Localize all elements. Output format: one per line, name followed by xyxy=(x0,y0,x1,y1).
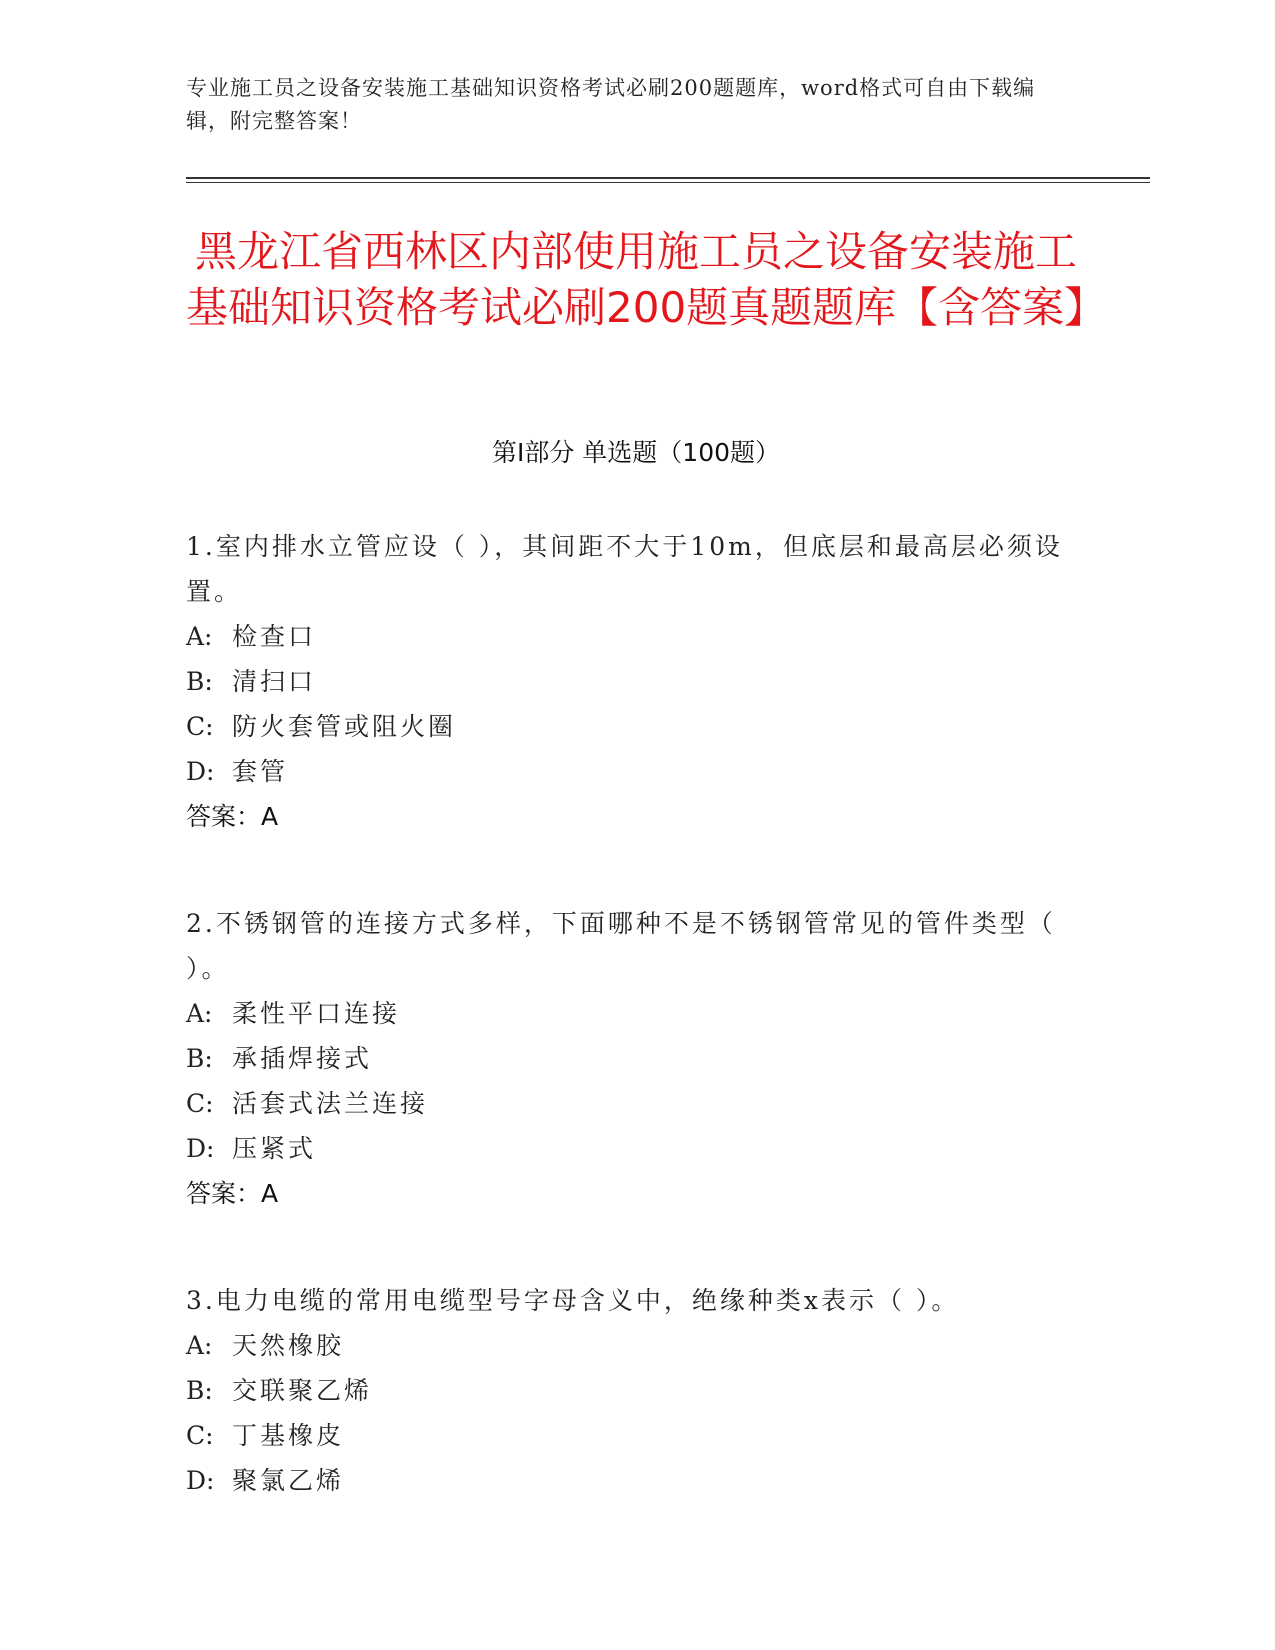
option-text: 丁基橡皮 xyxy=(232,1421,345,1450)
option-text: 检查口 xyxy=(232,622,317,651)
option-b xyxy=(186,1368,1066,1413)
question-1 xyxy=(186,524,1066,839)
option-text: 套管 xyxy=(232,757,289,786)
question-list xyxy=(186,524,1066,1565)
option-letter: D: xyxy=(186,757,215,786)
question-stem: 1.室内排水立管应设（ ），其间距不大于10m，但底层和最高层必须设置。 xyxy=(186,532,1063,606)
option-b xyxy=(186,1036,1066,1081)
answer-line: 答案：A xyxy=(186,802,279,831)
question-3 xyxy=(186,1278,1066,1503)
option-letter: C: xyxy=(186,1089,214,1118)
option-letter: D: xyxy=(186,1466,215,1495)
option-text: 清扫口 xyxy=(232,667,317,696)
option-letter: A: xyxy=(186,999,213,1028)
option-text: 防火套管或阻火圈 xyxy=(232,712,457,741)
section-title: 第Ⅰ部分 单选题（100题） xyxy=(491,438,781,467)
option-letter: D: xyxy=(186,1134,215,1163)
option-d xyxy=(186,1458,1066,1503)
option-letter: A: xyxy=(186,622,213,651)
option-letter: A: xyxy=(186,1331,213,1360)
option-c xyxy=(186,1081,1066,1126)
option-d xyxy=(186,749,1066,794)
header-divider-thin xyxy=(186,182,1150,183)
header-note: 专业施工员之设备安装施工基础知识资格考试必刷200题题库，word格式可自由下载编辑，附完整答案！ xyxy=(186,76,1036,133)
option-c xyxy=(186,704,1066,749)
option-letter: B: xyxy=(186,1376,213,1405)
question-stem: 2.不锈钢管的连接方式多样，下面哪种不是不锈钢管常见的管件类型（ ）。 xyxy=(186,909,1056,983)
option-text: 交联聚乙烯 xyxy=(232,1376,373,1405)
option-d xyxy=(186,1126,1066,1171)
answer-line: 答案：A xyxy=(186,1179,279,1208)
option-letter: B: xyxy=(186,667,213,696)
option-a xyxy=(186,1323,1066,1368)
question-2 xyxy=(186,901,1066,1216)
option-text: 柔性平口连接 xyxy=(232,999,401,1028)
header-divider-thick xyxy=(186,177,1150,179)
option-letter: B: xyxy=(186,1044,213,1073)
option-a xyxy=(186,614,1066,659)
option-text: 活套式法兰连接 xyxy=(232,1089,429,1118)
option-letter: C: xyxy=(186,1421,214,1450)
document-title: 黑龙江省西林区内部使用施工员之设备安装施工基础知识资格考试必刷200题真题题库【含答案】 xyxy=(186,227,1107,332)
option-c xyxy=(186,1413,1066,1458)
question-stem: 3.电力电缆的常用电缆型号字母含义中，绝缘种类x表示（ ）。 xyxy=(186,1286,960,1315)
option-a xyxy=(186,991,1066,1036)
option-text: 聚氯乙烯 xyxy=(232,1466,345,1495)
option-b xyxy=(186,659,1066,704)
option-text: 天然橡胶 xyxy=(232,1331,345,1360)
option-letter: C: xyxy=(186,712,214,741)
option-text: 承插焊接式 xyxy=(232,1044,373,1073)
option-text: 压紧式 xyxy=(232,1134,317,1163)
